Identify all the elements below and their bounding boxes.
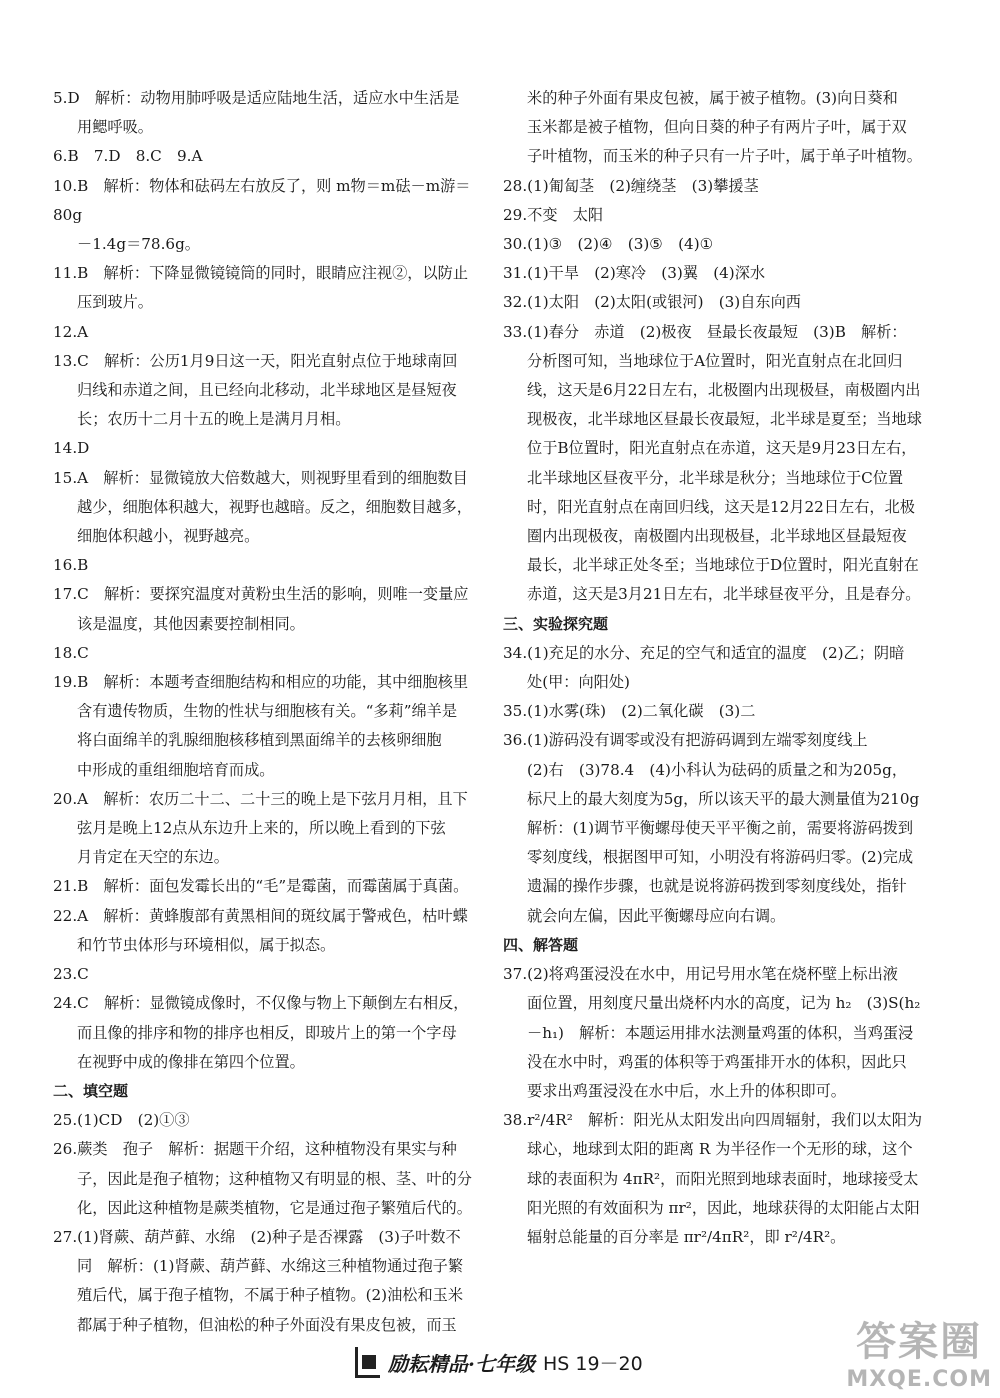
text-line: 就会向左偏，因此平衡螺母应向右调。 bbox=[527, 906, 786, 925]
text-line: 35.(1)水雾(珠) (2)二氧化碳 (3)二 bbox=[503, 702, 756, 721]
text-line: 最长，北半球正处冬至；当地球位于D位置时，阳光直射在 bbox=[527, 556, 919, 575]
footer-brand: 励耘精品·七年级 bbox=[388, 1352, 535, 1376]
text-line: 在视野中成的像排在第四个位置。 bbox=[77, 1052, 305, 1071]
watermark-url: MXQE.COM bbox=[846, 1367, 992, 1392]
text-line: 面位置，用刻度尺量出烧杯内水的高度，记为 h₂ (3)S(h₂ bbox=[527, 994, 921, 1013]
text-line: 处(甲：向阳处) bbox=[527, 673, 630, 692]
text-line: 子，因此是孢子植物；这种植物又有明显的根、茎、叶的分 bbox=[77, 1169, 472, 1188]
text-line: 月肯定在天空的东边。 bbox=[77, 848, 229, 867]
text-line: 球的表面积为 4πR²，而阳光照到地球表面时，地球接受太 bbox=[527, 1169, 919, 1188]
text-line: 含有遗传物质，生物的性状与细胞核有关。“多莉”绵羊是 bbox=[77, 702, 458, 721]
text-line: －1.4g＝78.6g。 bbox=[77, 235, 200, 254]
text-line: 该是温度，其他因素要控制相同。 bbox=[77, 614, 305, 633]
text-line: 32.(1)太阳 (2)太阳(或银河) (3)自东向西 bbox=[503, 293, 801, 312]
section-heading: 四、解答题 bbox=[503, 935, 579, 954]
text-line: 赤道，这天是3月21日左右，北半球昼夜平分，且是春分。 bbox=[527, 585, 921, 604]
text-line: 5.D 解析：动物用肺呼吸是适应陆地生活，适应水中生活是 bbox=[53, 89, 460, 107]
text-line: 将白面绵羊的乳腺细胞核移植到黑面绵羊的去核卵细胞 bbox=[77, 731, 442, 750]
text-line: 10.B 解析：物体和砝码左右放反了，则 m物＝m砝－m游＝80g bbox=[53, 176, 471, 224]
watermark-title: 答案圈 bbox=[856, 1319, 983, 1365]
text-line: 解析：(1)调节平衡螺母使天平平衡之前，需要将游码拨到 bbox=[527, 819, 914, 838]
text-line: 北半球地区昼夜平分，北半球是秋分；当地球位于C位置 bbox=[527, 468, 904, 487]
text-line: 标尺上的最大刻度为5g，所以该天平的最大测量值为210g bbox=[527, 789, 920, 808]
text-line: 和竹节虫体形与环境相似，属于拟态。 bbox=[77, 935, 336, 954]
text-line: 34.(1)充足的水分、充足的空气和适宜的温度 (2)乙；阴暗 bbox=[503, 643, 905, 662]
text-line: 玉米都是被子植物，但向日葵的种子有两片子叶，属于双 bbox=[527, 118, 907, 137]
text-line: 23.C bbox=[53, 965, 89, 984]
page-footer bbox=[355, 1347, 643, 1378]
text-line: 27.(1)肾蕨、葫芦藓、水绵 (2)种子是否裸露 (3)子叶数不 bbox=[53, 1227, 461, 1246]
text-line: 29.不变 太阳 bbox=[503, 205, 604, 224]
right-column bbox=[503, 84, 945, 1252]
text-line: 都属于种子植物，但油松的种子外面没有果皮包被，而玉 bbox=[77, 1315, 457, 1334]
text-line: 长；农历十二月十五的晚上是满月月相。 bbox=[77, 410, 351, 429]
text-line: 11.B 解析：下降显微镜镜筒的同时，眼睛应注视②，以防止 bbox=[53, 264, 469, 283]
text-line: 压到玻片。 bbox=[77, 293, 153, 312]
text-line: 殖后代，属于孢子植物，不属于种子植物。(2)油松和玉米 bbox=[77, 1286, 464, 1305]
text-line: 同 解析：(1)肾蕨、葫芦藓、水绵这三种植物通过孢子繁 bbox=[77, 1257, 464, 1276]
text-line: 24.C 解析：显微镜成像时，不仅像与物上下颠倒左右相反， bbox=[53, 994, 469, 1013]
text-line: 25.(1)CD (2)①③ bbox=[53, 1111, 190, 1130]
text-line: 21.B 解析：面包发霉长出的“毛”是霉菌，而霉菌属于真菌。 bbox=[53, 877, 469, 896]
text-line: 19.B 解析：本题考查细胞结构和相应的功能，其中细胞核里 bbox=[53, 673, 469, 692]
text-line: 没在水中时，鸡蛋的体积等于鸡蛋排开水的体积，因此只 bbox=[527, 1052, 907, 1071]
text-line: 时，阳光直射点在南回归线，这天是12月22日左右，北极 bbox=[527, 497, 915, 516]
text-line: 辐射总能量的百分率是 πr²/4πR²，即 r²/4R²。 bbox=[527, 1227, 846, 1246]
text-line: 12.A bbox=[53, 322, 89, 341]
brand-logo-icon bbox=[355, 1347, 380, 1378]
text-line: 归线和赤道之间，且已经向北移动，北半球地区是昼短夜 bbox=[77, 381, 457, 400]
text-line: 化，因此这种植物是蕨类植物，它是通过孢子繁殖后代的。 bbox=[77, 1198, 472, 1217]
watermark bbox=[846, 1310, 992, 1392]
text-line: 球心，地球到太阳的距离 R 为半径作一个无形的球，这个 bbox=[527, 1140, 913, 1159]
text-line: 位于B位置时，阳光直射点在赤道，这天是9月23日左右， bbox=[527, 439, 917, 458]
text-line: 阳光照的有效面积为 πr²，因此，地球获得的太阳能占太阳 bbox=[527, 1198, 920, 1217]
text-line: 中形成的重组细胞培育而成。 bbox=[77, 760, 275, 779]
text-line: 37.(2)将鸡蛋浸没在水中，用记号用水笔在烧杯壁上标出液 bbox=[503, 965, 898, 984]
text-line: －h₁) 解析：本题运用排水法测量鸡蛋的体积，当鸡蛋浸 bbox=[527, 1023, 914, 1042]
text-line: 细胞体积越小，视野越亮。 bbox=[77, 527, 260, 546]
text-line: 子叶植物，而玉米的种子只有一片子叶，属于单子叶植物。 bbox=[527, 147, 922, 166]
left-column bbox=[53, 84, 495, 1340]
text-line: 分析图可知，当地球位于A位置时，阳光直射点在北回归 bbox=[527, 351, 903, 370]
text-line: 线，这天是6月22日左右，北极圈内出现极昼，南极圈内出 bbox=[527, 381, 921, 400]
page-number: HS 19－20 bbox=[542, 1353, 643, 1375]
text-line: 现极夜，北半球地区昼最长夜最短，北半球是夏至；当地球 bbox=[527, 410, 922, 429]
text-line: 36.(1)游码没有调零或没有把游码调到左端零刻度线上 bbox=[503, 731, 868, 750]
text-line: 米的种子外面有果皮包被，属于被子植物。(3)向日葵和 bbox=[527, 89, 898, 107]
section-heading: 三、实验探究题 bbox=[503, 614, 609, 633]
text-line: 用鳃呼吸。 bbox=[77, 118, 153, 137]
text-line: 弦月是晚上12点从东边升上来的，所以晚上看到的下弦 bbox=[77, 819, 446, 838]
text-line: 要求出鸡蛋浸没在水中后，水上升的体积即可。 bbox=[527, 1081, 846, 1100]
section-heading: 二、填空题 bbox=[53, 1081, 129, 1100]
text-line: 零刻度线，根据图甲可知，小明没有将游码归零。(2)完成 bbox=[527, 848, 914, 867]
text-line: 15.A 解析：显微镜放大倍数越大，则视野里看到的细胞数目 bbox=[53, 468, 468, 487]
text-line: 17.C 解析：要探究温度对黄粉虫生活的影响，则唯一变量应 bbox=[53, 585, 469, 604]
text-line: 16.B bbox=[53, 556, 89, 575]
text-line: 6.B 7.D 8.C 9.A bbox=[53, 147, 203, 166]
text-line: (2)右 (3)78.4 (4)小科认为砝码的质量之和为205g， bbox=[527, 760, 908, 779]
text-line: 28.(1)匍匐茎 (2)缠绕茎 (3)攀援茎 bbox=[503, 176, 759, 195]
text-line: 圈内出现极夜，南极圈内出现极昼，北半球地区昼最短夜 bbox=[527, 527, 907, 546]
text-line: 14.D bbox=[53, 439, 90, 458]
text-line: 30.(1)③ (2)④ (3)⑤ (4)① bbox=[503, 235, 714, 254]
text-line: 而且像的排序和物的排序也相反，即玻片上的第一个字母 bbox=[77, 1023, 457, 1042]
text-line: 33.(1)春分 赤道 (2)极夜 昼最长夜最短 (3)B 解析： bbox=[503, 322, 907, 341]
text-line: 越少，细胞体积越大，视野也越暗。反之，细胞数目越多， bbox=[77, 497, 472, 516]
text-line: 26.蕨类 孢子 解析：据题干介绍，这种植物没有果实与种 bbox=[53, 1140, 457, 1159]
text-line: 31.(1)干旱 (2)寒冷 (3)翼 (4)深水 bbox=[503, 264, 766, 283]
text-line: 20.A 解析：农历二十二、二十三的晚上是下弦月月相，且下 bbox=[53, 789, 468, 808]
text-line: 22.A 解析：黄蜂腹部有黄黑相间的斑纹属于警戒色，枯叶蝶 bbox=[53, 906, 468, 925]
text-line: 38.r²/4R² 解析：阳光从太阳发出向四周辐射，我们以太阳为 bbox=[503, 1111, 923, 1130]
text-line: 遗漏的操作步骤，也就是说将游码拨到零刻度线处，指针 bbox=[527, 877, 907, 896]
text-line: 18.C bbox=[53, 643, 89, 662]
text-line: 13.C 解析：公历1月9日这一天，阳光直射点位于地球南回 bbox=[53, 351, 458, 370]
